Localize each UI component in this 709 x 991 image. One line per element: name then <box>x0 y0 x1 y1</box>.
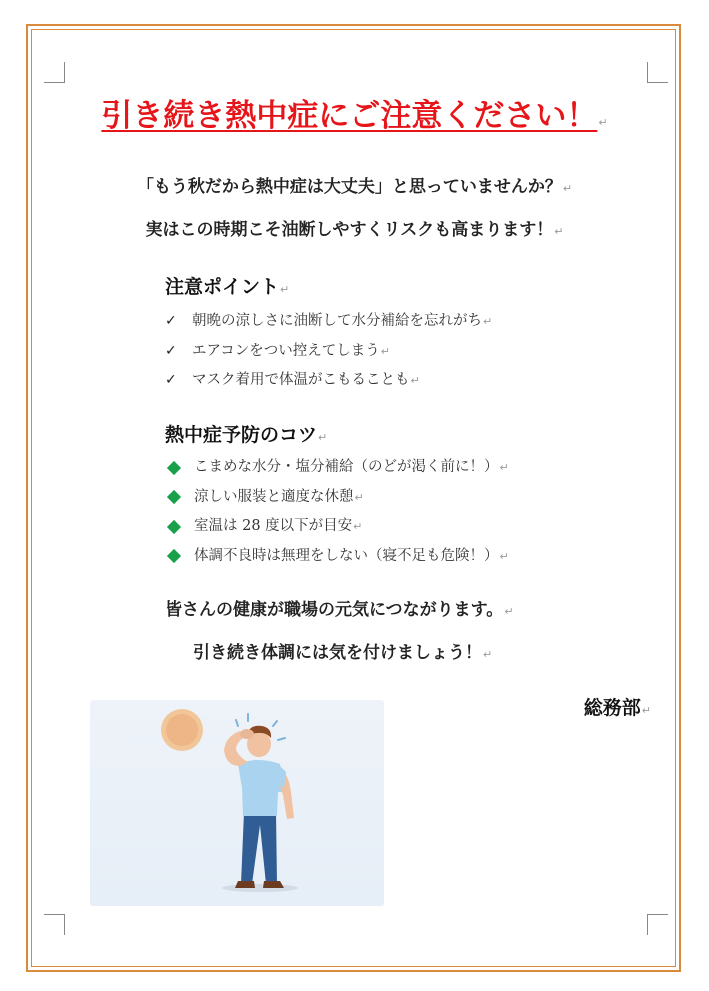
exhausted-man-illustration <box>90 700 384 906</box>
heat-illustration <box>90 700 384 906</box>
list-item: こまめな水分・塩分補給（のどが渇く前に！） ↵ <box>165 453 509 483</box>
list-item: 涼しい服装と適度な休憩 ↵ <box>165 483 509 513</box>
list-item: ✓ エアコンをつい控えてしまう ↵ <box>165 337 492 367</box>
checkmark-icon: ✓ <box>165 313 177 329</box>
list-item: 室温は 28 度以下が目安 ↵ <box>165 512 509 542</box>
tips-list <box>165 453 509 571</box>
closing-line-2: 引き続き体調には気を付けましょう！ ↵ <box>193 638 492 663</box>
caution-list <box>165 307 492 396</box>
signature-department: 総務部 ↵ <box>584 693 651 720</box>
intro-line-1: 「もう秋だから熱中症は大丈夫」と思っていませんか？ ↵ <box>0 172 709 197</box>
checkmark-icon: ✓ <box>165 372 177 388</box>
intro-line-2: 実はこの時期こそ油断しやすくリスクも高まります！ ↵ <box>0 215 709 240</box>
caution-heading: 注意ポイント ↵ <box>165 272 289 299</box>
crop-mark-top-left <box>44 62 65 83</box>
notice-title: 引き続き熱中症にご注意ください！ ↵ <box>0 90 709 135</box>
diamond-bullet-icon <box>167 520 181 534</box>
crop-mark-bottom-left <box>44 914 65 935</box>
crop-mark-bottom-right <box>647 914 668 935</box>
closing-line-1: 皆さんの健康が職場の元気につながります。 ↵ <box>165 595 514 620</box>
crop-mark-top-right <box>647 62 668 83</box>
checkmark-icon: ✓ <box>165 342 177 359</box>
diamond-bullet-icon <box>167 549 181 563</box>
list-item: ✓ マスク着用で体温がこもることも ↵ <box>165 366 492 396</box>
list-item: ✓ 朝晩の涼しさに油断して水分補給を忘れがち ↵ <box>165 307 492 337</box>
list-item: 体調不良時は無理をしない（寝不足も危険！） ↵ <box>165 542 509 572</box>
diamond-bullet-icon <box>167 461 181 475</box>
diamond-bullet-icon <box>167 490 181 504</box>
tips-heading: 熱中症予防のコツ ↵ <box>165 420 327 447</box>
